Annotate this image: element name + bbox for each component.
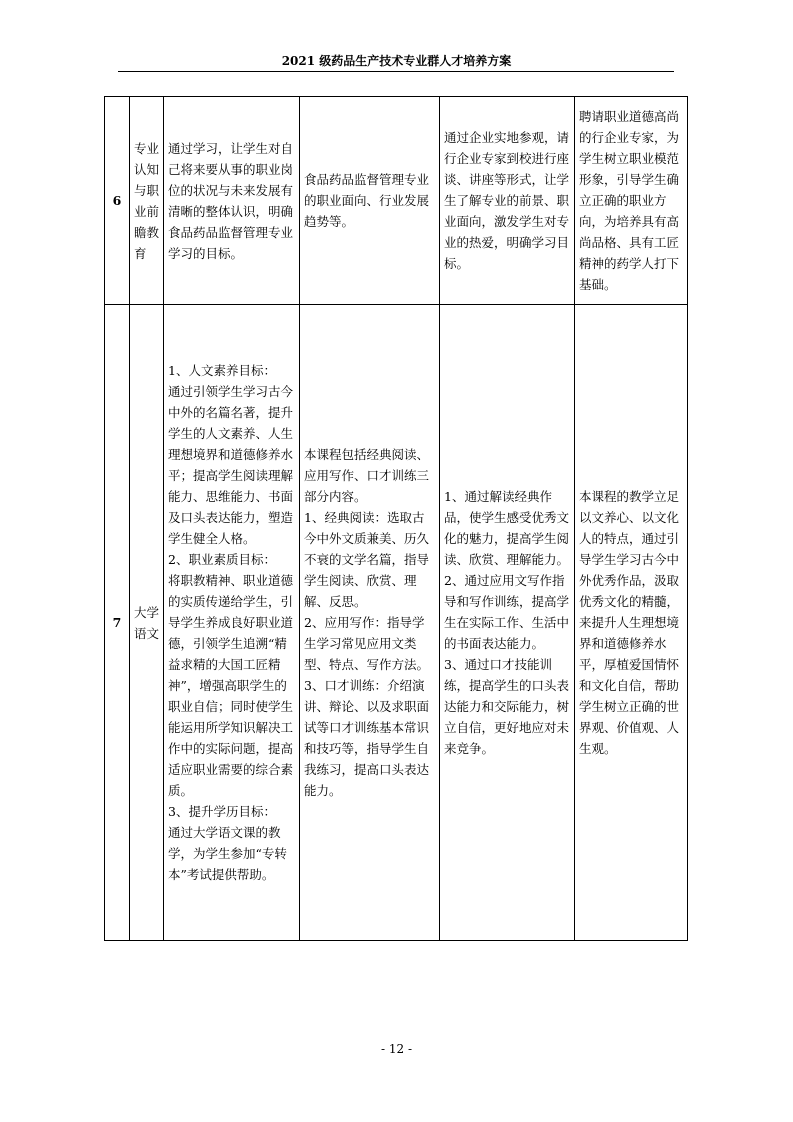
course-content: 本课程包括经典阅读、应用写作、口才训练三部分内容。 1、经典阅读：选取古今中外文质兼美、历久不衰的文学名篇，指导学生阅读、欣赏、理解、反思。 2、应用写作：指导学生学习常见应用文类型、特点、写作方法。 3、口才训练：介绍演讲、辩论、以及求职面试等口才训练基本常识和技巧等，指导学生自我练习，提高口头表达能力。 (300, 305, 440, 941)
table-row (105, 97, 688, 305)
course-content: 食品药品监督管理专业的职业面向、行业发展趋势等。 (300, 97, 440, 305)
course-table (104, 96, 688, 941)
row-number: 7 (105, 305, 130, 941)
ideological-elements: 聘请职业道德高尚的行企业专家，为学生树立职业模范形象，引导学生确立正确的职业方向，为培养具有高尚品格、具有工匠精神的药学人打下基础。 (575, 97, 688, 305)
course-name: 专业 认知 与职 业前 瞻教 育 (130, 97, 164, 305)
teaching-requirements: 通过企业实地参观，请行企业专家到校进行座谈、讲座等形式，让学生了解专业的前景、职业面向，激发学生对专业的热爱，明确学习目标。 (440, 97, 575, 305)
page-header-title: 2021 级药品生产技术专业群人才培养方案 (281, 54, 512, 68)
row-number: 6 (105, 97, 130, 305)
ideological-elements: 本课程的教学立足以文养心、以文化人的特点，通过引导学生学习古今中外优秀作品，汲取优秀文化的精髓，来提升人生理想境界和道德修养水平，厚植爱国情怀和文化自信，帮助学生树立正确的世界观、价值观、人生观。 (575, 305, 688, 941)
course-objectives: 通过学习，让学生对自己将来要从事的职业岗位的状况与未来发展有清晰的整体认识，明确食品药品监督管理专业学习的目标。 (164, 97, 300, 305)
course-name: 大学 语文 (130, 305, 164, 941)
page-number: - 12 - (380, 1042, 412, 1056)
teaching-requirements: 1、通过解读经典作品，使学生感受优秀文化的魅力，提高学生阅读、欣赏、理解能力。 2、通过应用文写作指导和写作训练，提高学生在实际工作、生活中的书面表达能力。 3、通过口才技能训练，提高学生的口头表达能力和交际能力，树立自信，更好地应对未来竞争。 (440, 305, 575, 941)
course-objectives: 1、人文素养目标： 通过引领学生学习古今中外的名篇名著，提升学生的人文素养、人生理想境界和道德修养水平；提高学生阅读理解能力、思维能力、书面及口头表达能力，塑造学生健全人格。 2、职业素质目标： 将职教精神、职业道德的实质传递给学生，引导学生养成良好职业道德，引领学生追溯“精益求精的大国工匠精神”，增强高职学生的职业自信；同时使学生能运用所学知识解决工作中的实际问题，提高适应职业需要的综合素质。 3、提升学历目标： 通过大学语文课的教学，为学生参加“专转本”考试提供帮助。 (164, 305, 300, 941)
table-row (105, 305, 688, 941)
header-rule (118, 71, 674, 72)
